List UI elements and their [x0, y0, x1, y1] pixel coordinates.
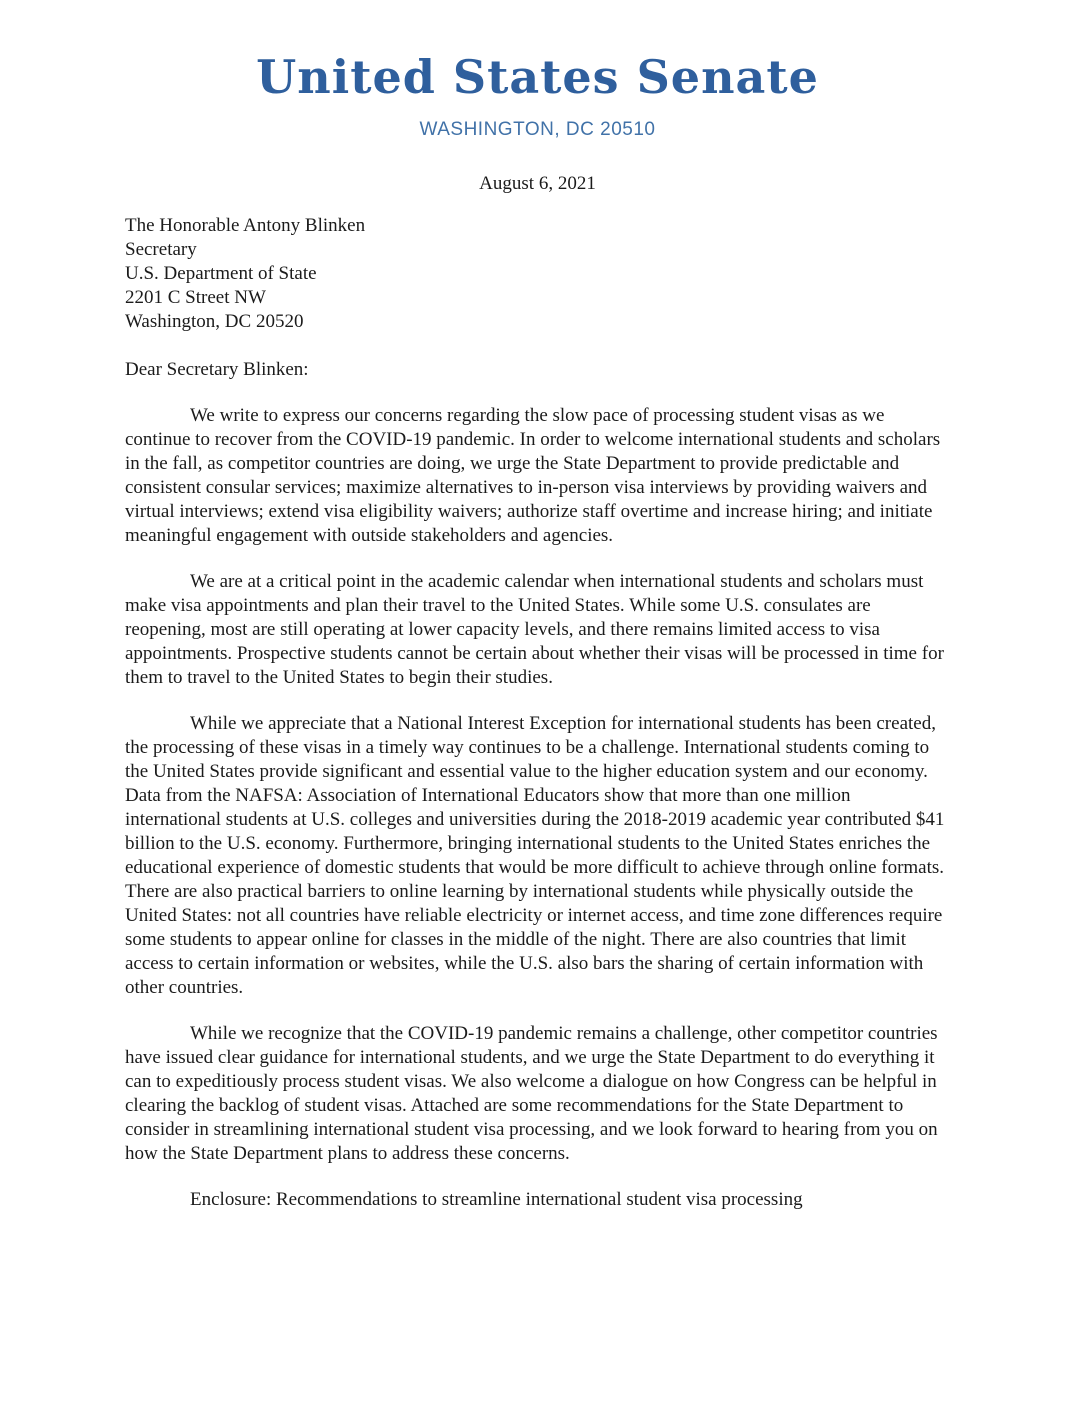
body-paragraph-2: We are at a critical point in the academic calendar when international students and scholars must make visa appointments and plan their travel to the United States. While some U.S. consulates are reopening, most are still operating at lower capacity levels, and there remains limited access to visa appointments. Prospective students cannot be certain about whether their visas will be processed in time for them to travel to the United States to begin their studies.: [125, 571, 944, 688]
recipient-organization: U.S. Department of State: [125, 263, 317, 284]
recipient-address-block: [125, 214, 950, 334]
letter-date: August 6, 2021: [479, 173, 596, 194]
salutation: Dear Secretary Blinken:: [125, 359, 309, 380]
body-paragraph-4: While we recognize that the COVID-19 pandemic remains a challenge, other competitor countries have issued clear guidance for international students, and we urge the State Department to do everything it can to expeditiously process student visas. We also welcome a dialogue on how Congress can be helpful in clearing the backlog of student visas. Attached are some recommendations for the State Department to consider in streamlining international student visa processing, and we look forward to hearing from you on how the State Department plans to address these concerns.: [125, 1023, 938, 1164]
recipient-name: The Honorable Antony Blinken: [125, 215, 366, 236]
body-paragraph-1: We write to express our concerns regarding the slow pace of processing student visas as we continue to recover from the COVID-19 pandemic. In order to welcome international students and scholars in the fall, as competitor countries are doing, we urge the State Department to provide predictable and consistent consular services; maximize alternatives to in-person visa interviews by providing waivers and virtual interviews; extend visa eligibility waivers; authorize staff overtime and increase hiring; and initiate meaningful engagement with outside stakeholders and agencies.: [125, 405, 941, 546]
enclosure-line: Enclosure: Recommendations to streamline international student visa processing: [190, 1189, 803, 1210]
recipient-city: Washington, DC 20520: [125, 311, 304, 332]
senate-wordmark: United States Senate: [256, 50, 819, 104]
recipient-title: Secretary: [125, 239, 197, 260]
letterhead-address: WASHINGTON, DC 20510: [419, 119, 656, 140]
body-paragraph-3: While we appreciate that a National Interest Exception for international students has been created, the processing of these visas in a timely way continues to be a challenge. International students coming to the United States provide significant and essential value to the higher education system and our economy. Data from the NAFSA: Association of International Educators show that more than one million international students at U.S. colleges and universities during the 2018-2019 academic year contributed $41 billion to the U.S. economy. Furthermore, bringing international students to the United States enriches the educational experience of domestic students that would be more difficult to achieve through online formats. There are also practical barriers to online learning by international students while physically outside the United States: not all countries have reliable electricity or internet access, and time zone differences require some students to appear online for classes in the middle of the night. There are also countries that limit access to certain information or websites, while the U.S. also bars the sharing of certain information with other countries.: [125, 713, 945, 998]
letterhead: [125, 52, 950, 142]
recipient-street: 2201 C Street NW: [125, 287, 266, 308]
